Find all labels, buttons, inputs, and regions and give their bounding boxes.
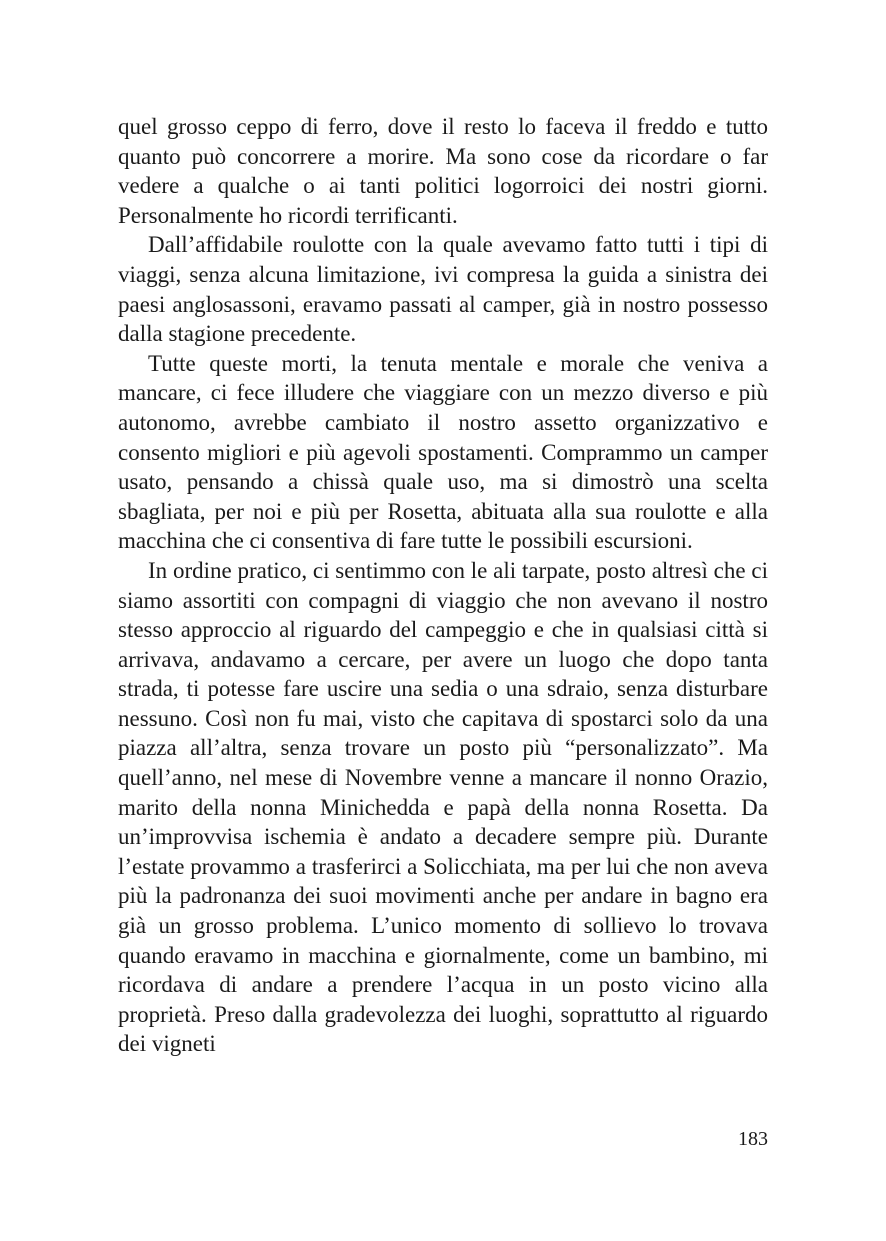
paragraph-4: In ordine pratico, ci sentimmo con le ali tarpate, posto altresì che ci siamo assortiti con compagni di viaggio che non avevano il nostro stesso approccio al riguardo del campeggio e che in qualsiasi città si arrivava, andavamo a cercare, per avere un luogo che dopo tanta strada, ti potesse fare uscire una sedia o una sdraio, senza disturbare nessuno. Così non fu mai, visto che capitava di spostarci solo da una piazza all’altra, senza trovare un posto più “personalizzato”. Ma quell’anno, nel mese di Novembre venne a mancare il nonno Orazio, marito della nonna Minichedda e papà della nonna Rosetta. Da un’improvvisa ischemia è andato a decadere sempre più. Durante l’estate provammo a trasferirci a Solicchiata, ma per lui che non aveva più la padronanza dei suoi movimenti anche per andare in bagno era già un grosso problema. L’unico momento di sollievo lo trovava quando eravamo in macchina e giornalmente, come un bambino, mi ricordava di andare a prendere l’acqua in un posto vicino alla proprietà. Preso dalla gradevolezza dei luoghi, soprattutto al riguardo dei vigneti — [118, 557, 768, 1057]
page-number: 183 — [738, 1128, 768, 1150]
paragraph-3: Tutte queste morti, la tenuta mentale e morale che veniva a mancare, ci fece illudere che viaggiare con un mezzo diverso e più autonomo, avrebbe cambiato il nostro assetto organizzativo e consento migliori e più agevoli spostamenti. Comprammo un camper usato, pensando a chissà quale uso, ma si dimostrò una scelta sbagliata, per noi e più per Rosetta, abituata alla sua roulotte e alla macchina che ci consentiva di fare tutte le possibili escursioni. — [118, 350, 768, 554]
paragraph-1: quel grosso ceppo di ferro, dove il resto lo faceva il freddo e tutto quanto può concorrere a morire. Ma sono cose da ricordare o far vedere a qualche o ai tanti politici logorroici dei nostri giorni. Personalmente ho ricordi terrificanti. — [118, 114, 768, 228]
page-body — [118, 112, 768, 1059]
paragraph-2: Dall’affidabile roulotte con la quale avevamo fatto tutti i tipi di viaggi, senza alcuna limitazione, ivi compresa la guida a sinistra dei paesi anglosassoni, eravamo passati al camper, già in nostro possesso dalla stagione precedente. — [118, 232, 768, 347]
